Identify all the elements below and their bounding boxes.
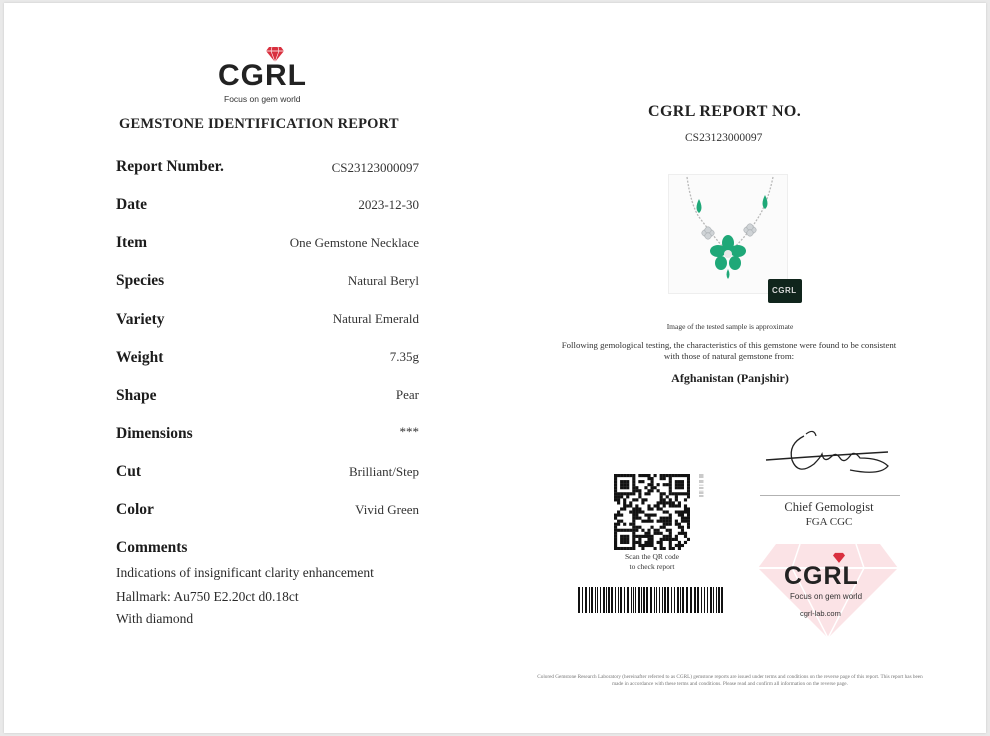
row-value: Vivid Green xyxy=(355,502,419,517)
row-label: Dimensions xyxy=(116,425,193,442)
comments-heading: Comments xyxy=(116,539,188,556)
row-value: CS23123000097 xyxy=(331,160,419,175)
row-value: 7.35g xyxy=(389,349,419,364)
row-label: Variety xyxy=(116,311,165,328)
barcode xyxy=(578,587,726,618)
signer-title: Chief Gemologist xyxy=(784,500,874,514)
watermark-tagline: Focus on gem world xyxy=(790,592,863,601)
row-value: *** xyxy=(399,424,419,439)
row-value: One Gemstone Necklace xyxy=(289,235,419,250)
row-value: Brilliant/Step xyxy=(348,464,419,479)
row-value: 2023-12-30 xyxy=(358,197,419,212)
signer-credential: FGA CGC xyxy=(805,516,853,528)
row-label: Report Number. xyxy=(116,158,224,175)
logo-wordmark: CGRL xyxy=(218,59,307,92)
row-label: Cut xyxy=(116,463,141,480)
row-value: Pear xyxy=(395,387,419,402)
logo-tagline: Focus on gem world xyxy=(224,94,301,104)
report-title: GEMSTONE IDENTIFICATION REPORT xyxy=(119,116,399,132)
image-caption: Image of the tested sample is approximate xyxy=(666,322,794,331)
report-no-value: CS23123000097 xyxy=(685,132,763,144)
row-label: Item xyxy=(116,234,147,251)
row-label: Color xyxy=(116,501,154,518)
qr-code[interactable] xyxy=(614,474,690,555)
qr-caption-line-2: to check report xyxy=(629,562,675,571)
origin-country: Afghanistan (Panjshir) xyxy=(671,371,789,385)
row-label: Weight xyxy=(116,349,164,366)
row-value: Natural Beryl xyxy=(347,273,419,288)
row-label: Shape xyxy=(116,387,157,404)
comment-line: Hallmark: Au750 E2.20ct d0.18ct xyxy=(116,589,299,604)
emerald-necklace-image xyxy=(669,175,787,293)
signature-image xyxy=(760,424,900,496)
footer-terms: Colored Gemstone Research Laboratory (hereinafter referred to as CGRL) gemstone reports are issued under terms and conditions on the reverse page of this report. This report has been made in accordance with these terms and conditions. Please read and confirm all information on the reverse page. xyxy=(537,674,923,687)
qr-code-image xyxy=(614,474,690,550)
signature xyxy=(760,424,900,501)
cgrl-badge xyxy=(768,279,802,303)
row-label: Date xyxy=(116,196,147,213)
badge-wordmark: CGRL xyxy=(772,286,797,295)
origin-statement: Following gemological testing, the characteristics of this gemstone were found to be consistent with those of natural gemstone from: xyxy=(561,340,897,361)
watermark-wordmark: CGRL xyxy=(784,562,859,590)
watermark-website: cgrl-lab.com xyxy=(800,609,841,618)
barcode-image xyxy=(578,587,726,613)
qr-side-text: |||| ||| | || ||| || xyxy=(698,474,704,498)
watermark-seal xyxy=(758,538,898,638)
row-value: Natural Emerald xyxy=(332,311,419,326)
cgrl-logo xyxy=(218,46,318,106)
qr-caption-line-1: Scan the QR code xyxy=(625,552,679,561)
comment-line: With diamond xyxy=(116,611,194,626)
row-label: Species xyxy=(116,272,165,289)
sample-photo xyxy=(668,174,788,294)
comment-line: Indications of insignificant clarity enhancement xyxy=(116,565,374,580)
report-no-title: CGRL REPORT NO. xyxy=(648,103,802,120)
